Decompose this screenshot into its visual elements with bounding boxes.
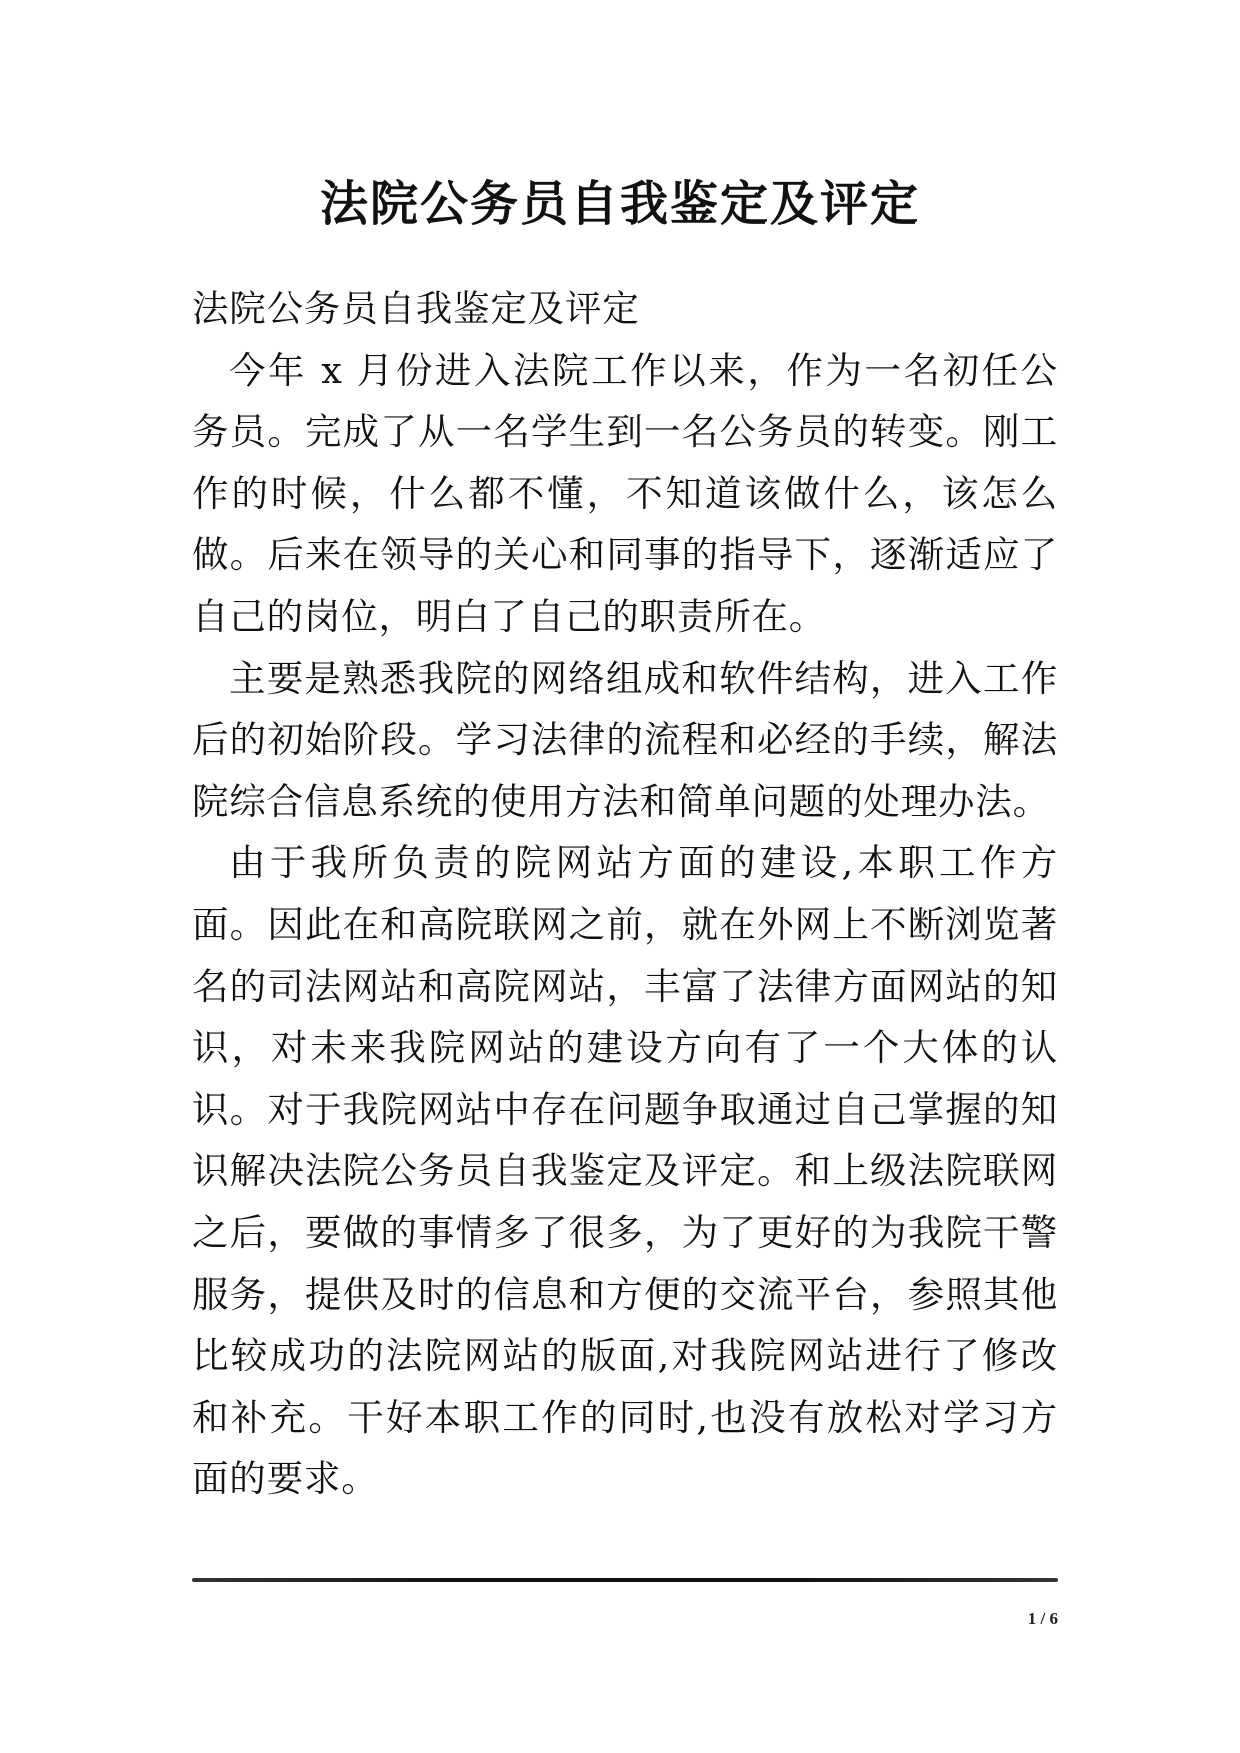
document-body bbox=[192, 278, 1058, 1510]
document-title: 法院公务员自我鉴定及评定 bbox=[319, 176, 920, 232]
paragraph-1: 今年 x 月份进入法院工作以来，作为一名初任公务员。完成了从一名学生到一名公务员的转变。刚工作的时候，什么都不懂，不知道该做什么，该怎么做。后来在领导的关心和同事的指导下，逐渐适应了自己的岗位，明白了自己的职责所在。 bbox=[192, 348, 1058, 638]
paragraph-subtitle: 法院公务员自我鉴定及评定 bbox=[192, 287, 640, 330]
page-number: 1 / 6 bbox=[1027, 1609, 1058, 1628]
paragraph-2: 主要是熟悉我院的网络组成和软件结构，进入工作后的初始阶段。学习法律的流程和必经的手续，解法院综合信息系统的使用方法和简单问题的处理办法。 bbox=[192, 656, 1058, 823]
footer-divider bbox=[192, 1578, 1058, 1582]
paragraph-3: 由于我所负责的院网站方面的建设,本职工作方面。因此在和高院联网之前，就在外网上不断浏览著名的司法网站和高院网站，丰富了法律方面网站的知识，对未来我院网站的建设方向有了一个大体的认识。对于我院网站中存在问题争取通过自己掌握的知识解决法院公务员自我鉴定及评定。和上级法院联网之后，要做的事情多了很多，为了更好的为我院干警服务，提供及时的信息和方便的交流平台，参照其他比较成功的法院网站的版面,对我院网站进行了修改和补充。干好本职工作的同时,也没有放松对学习方面的要求。 bbox=[192, 841, 1058, 1501]
